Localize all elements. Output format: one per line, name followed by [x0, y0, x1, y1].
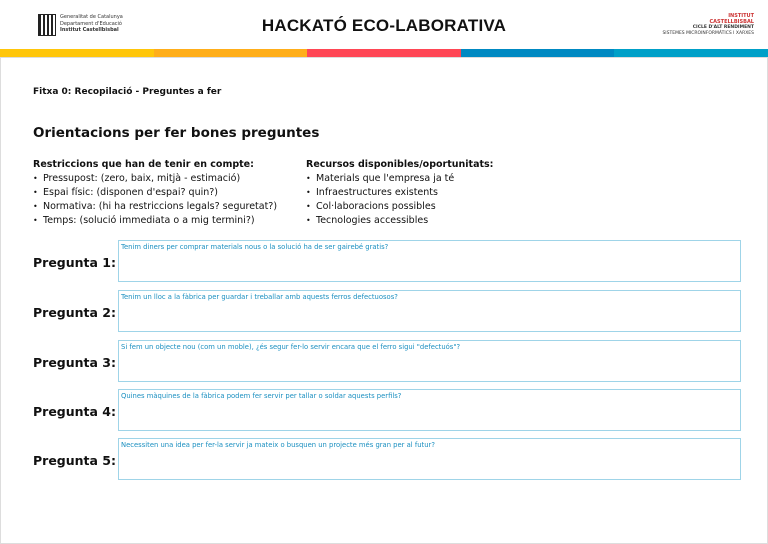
list-item: • Col·laboracions possibles: [306, 200, 493, 214]
logo-text: CASTELLBISBAL: [709, 19, 754, 25]
restriccions-list: [33, 158, 277, 228]
pregunta-label: Pregunta 3:: [33, 355, 117, 370]
pregunta-label: Pregunta 5:: [33, 453, 117, 468]
pregunta-field[interactable]: Tenim diners per comprar materials nous o la solució ha de ser gairebé gratis?: [118, 240, 741, 282]
logo-text: Institut Castellbisbal: [60, 27, 119, 33]
color-bar: [0, 49, 768, 57]
list-item: • Materials que l'empresa ja té: [306, 172, 493, 186]
logo-text: Departament d'Educació: [60, 20, 122, 27]
header: [0, 0, 768, 48]
pregunta-label: Pregunta 4:: [33, 404, 117, 419]
recursos-list: [306, 158, 493, 228]
pregunta-field[interactable]: Tenim un lloc a la fàbrica per guardar i treballar amb aquests ferros defectuosos?: [118, 290, 741, 332]
page-title: HACKATÓ ECO-LABORATIVA: [261, 16, 507, 35]
logo-text: CICLE D'ALT RENDIMENT: [692, 25, 754, 30]
pregunta-label: Pregunta 2:: [33, 305, 117, 320]
logo-text: SISTEMES MICROINFORMÀTICS I XARXES: [662, 31, 754, 36]
pregunta-label: Pregunta 1:: [33, 255, 117, 270]
list-item: • Espai físic: (disponen d'espai? quin?): [33, 186, 277, 200]
logo-text: INSTITUT: [728, 13, 754, 19]
pregunta-field[interactable]: Quines màquines de la fàbrica podem fer servir per tallar o soldar aquests perfils?: [118, 389, 741, 431]
list-title: Restriccions que han de tenir en compte:: [33, 159, 254, 170]
fitxa-title: Fitxa 0: Recopilació - Preguntes a fer: [33, 87, 222, 97]
institut-logo: [644, 13, 754, 37]
list-item: • Tecnologies accessibles: [306, 214, 493, 228]
list-title: Recursos disponibles/oportunitats:: [306, 159, 494, 170]
list-item: • Temps: (solució immediata o a mig termini?): [33, 214, 277, 228]
section-heading: Orientacions per fer bones preguntes: [33, 125, 320, 141]
pregunta-field[interactable]: Necessiten una idea per fer-la servir ja mateix o busquen un projecte més gran per al futur?: [118, 438, 741, 480]
list-item: • Normativa: (hi ha restriccions legals? seguretat?): [33, 200, 277, 214]
logo-text: Generalitat de Catalunya: [60, 14, 123, 20]
list-item: • Pressupost: (zero, baix, mitjà - estimació): [33, 172, 277, 186]
list-item: • Infraestructures existents: [306, 186, 493, 200]
pregunta-field[interactable]: Si fem un objecte nou (com un moble), ¿és segur fer-lo servir encara que el ferro sigui "defectuós"?: [118, 340, 741, 382]
